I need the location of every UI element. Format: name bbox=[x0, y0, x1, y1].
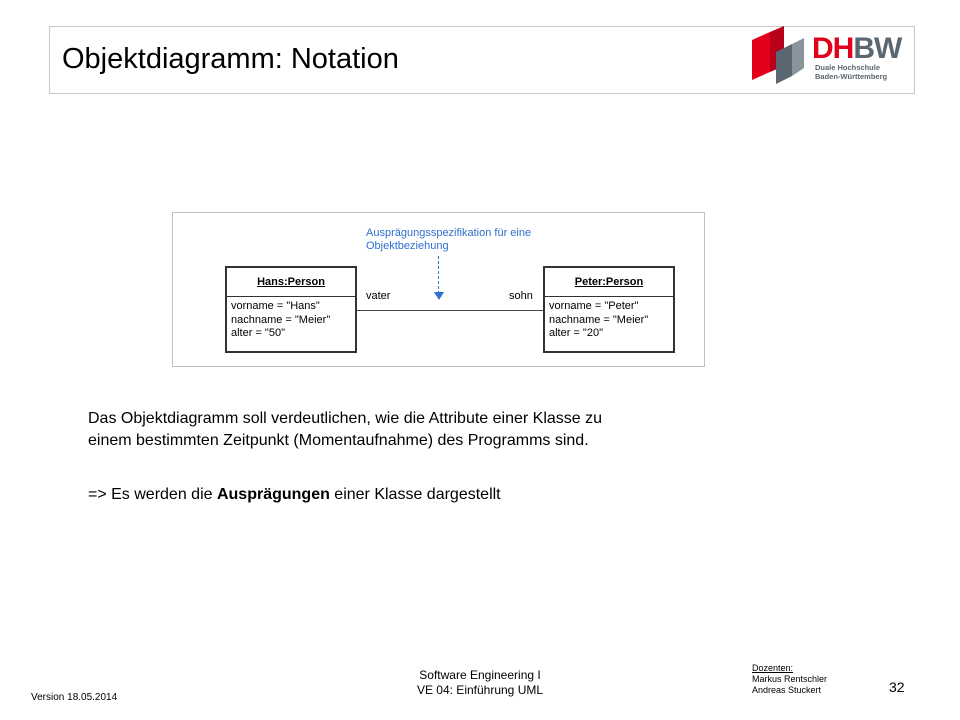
logo-wordmark-dh: DH bbox=[812, 32, 854, 65]
logo-subtitle-line1: Duale Hochschule bbox=[815, 63, 881, 72]
annotation-arrow-head-icon bbox=[434, 292, 444, 300]
object-name-peter: Peter:Person bbox=[545, 268, 673, 297]
lecturer-name: Markus Rentschler bbox=[752, 674, 828, 684]
object-attributes-peter bbox=[545, 297, 673, 344]
attribute-row: alter = "50" bbox=[231, 327, 285, 339]
diagram-annotation bbox=[366, 227, 531, 253]
conclusion-suffix: einer Klasse dargestellt bbox=[329, 486, 501, 503]
conclusion-prefix: => Es werden die bbox=[88, 486, 217, 503]
dhbw-logo-mark-icon bbox=[748, 24, 810, 92]
attribute-row: vorname = "Peter" bbox=[549, 300, 639, 312]
attribute-row: vorname = "Hans" bbox=[231, 300, 320, 312]
attribute-row: nachname = "Meier" bbox=[231, 313, 331, 326]
conclusion-bold-term: Ausprägungen bbox=[216, 486, 330, 503]
course-unit: VE 04: Einführung UML bbox=[416, 683, 544, 697]
version-label: Version 18.05.2014 bbox=[31, 692, 118, 703]
body-paragraph-line1: Das Objektdiagramm soll verdeutlichen, wie die Attribute einer Klasse zu bbox=[88, 410, 603, 427]
logo-wordmark bbox=[812, 32, 901, 66]
lecturer-name: Andreas Stuckert bbox=[752, 685, 822, 695]
slide-title: Objektdiagramm: Notation bbox=[62, 43, 399, 75]
attribute-row: nachname = "Meier" bbox=[549, 313, 649, 326]
course-title: Software Engineering I bbox=[419, 668, 541, 682]
logo-subtitle bbox=[815, 63, 887, 81]
conclusion-line bbox=[88, 486, 501, 504]
object-box-peter bbox=[543, 266, 675, 353]
logo-subtitle-line2: Baden-Württemberg bbox=[815, 72, 888, 81]
body-paragraph bbox=[88, 408, 808, 452]
object-diagram-figure bbox=[172, 212, 705, 367]
course-info bbox=[380, 668, 580, 698]
object-attributes-hans bbox=[227, 297, 355, 344]
annotation-arrow-line bbox=[438, 256, 439, 294]
diagram-annotation-line2: Objektbeziehung bbox=[366, 240, 449, 252]
page-number: 32 bbox=[889, 679, 905, 695]
role-label-sohn: sohn bbox=[509, 290, 533, 302]
body-paragraph-line2: einem bestimmten Zeitpunkt (Momentaufnahme) des Programms sind. bbox=[88, 432, 589, 449]
object-box-hans bbox=[225, 266, 357, 353]
lecturers-label: Dozenten: bbox=[752, 663, 794, 673]
lecturers-block bbox=[752, 663, 827, 696]
attribute-row: alter = "20" bbox=[549, 327, 603, 339]
dhbw-logo bbox=[748, 24, 908, 92]
role-label-vater: vater bbox=[366, 290, 391, 302]
object-link-line bbox=[357, 310, 543, 311]
diagram-annotation-line1: Ausprägungsspezifikation für eine bbox=[366, 227, 532, 239]
logo-wordmark-bw: BW bbox=[853, 32, 902, 65]
object-name-hans: Hans:Person bbox=[227, 268, 355, 297]
